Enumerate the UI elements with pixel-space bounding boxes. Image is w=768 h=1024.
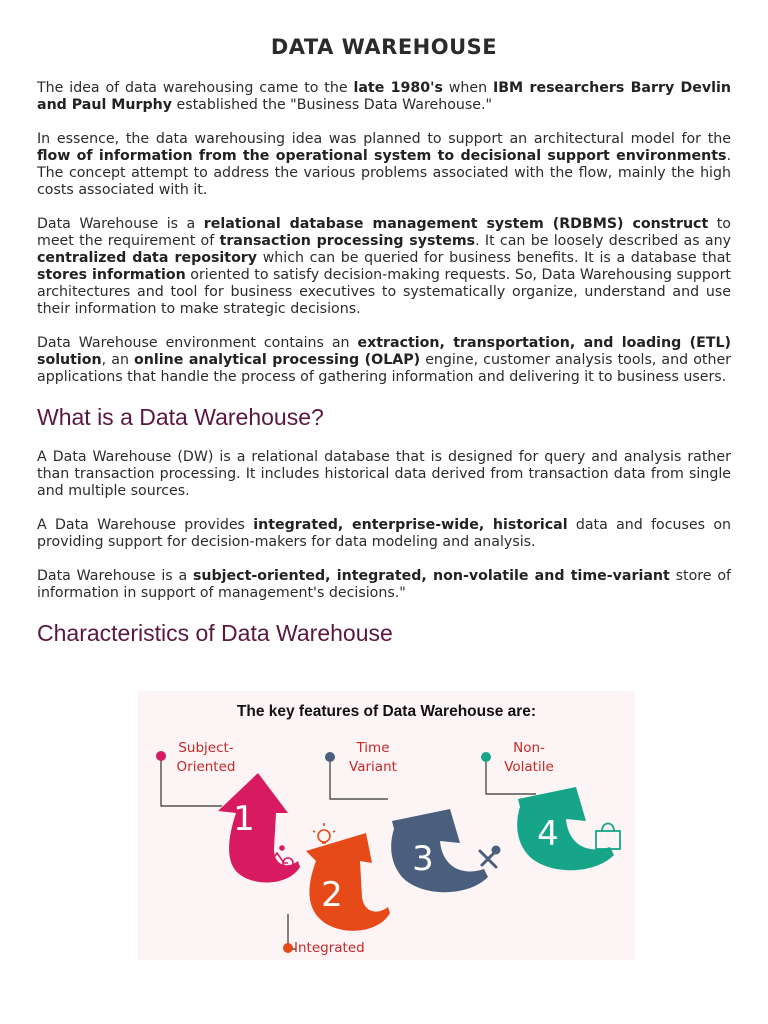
- bold-run: extraction, transportation, and loading (ETL) solution: [37, 335, 731, 368]
- bold-run: flow of information from the operational system to decisional support environments: [37, 148, 727, 164]
- feature-shape-1: [218, 773, 300, 883]
- feature-label-3: [338, 739, 408, 777]
- text-run: Data Warehouse environment contains an: [37, 335, 358, 351]
- bold-run: subject-oriented, integrated, non-volatile and time-variant: [192, 568, 670, 584]
- bold-run: late 1980's: [353, 80, 443, 96]
- text-run: to meet the requirement of: [37, 216, 731, 249]
- text-run: . The concept attempt to address the various problems associated with the flow, mainly the high costs associated with it.: [37, 148, 731, 198]
- section1-paragraph-1: A Data Warehouse (DW) is a relational database that is designed for query and analysis rather than transaction processing. It includes historical data derived from transaction data from single and multiple sources.: [37, 449, 731, 499]
- dot-marker-3: [325, 752, 335, 762]
- dot-marker-2: [283, 943, 293, 953]
- feature-number-2: 2: [321, 875, 343, 915]
- text-run: store of information in support of management's decisions.": [37, 568, 731, 601]
- dot-marker-4: [481, 752, 491, 762]
- infographic-graphics: [138, 691, 635, 960]
- bold-run: relational database management system (RDBMS) construct: [203, 216, 709, 232]
- page-title: DATA WAREHOUSE: [270, 35, 498, 59]
- feature-shape-2: [306, 833, 390, 931]
- text-run: In essence, the data warehousing idea was planned to support an architectural model for the: [37, 131, 731, 147]
- feature-number-3: 3: [412, 839, 434, 879]
- intro-paragraph-4: [37, 335, 731, 386]
- section-heading-characteristics: Characteristics of Data Warehouse: [37, 620, 393, 646]
- features-infographic: [138, 691, 635, 960]
- feature-number-1: 1: [233, 799, 255, 839]
- text-run: A Data Warehouse provides: [37, 517, 254, 533]
- feature-label-line: Variant: [349, 759, 397, 775]
- lightbulb-icon: [313, 823, 335, 843]
- text-run: which can be queried for business benefits. It is a database that: [257, 250, 731, 266]
- feature-number-4: 4: [537, 814, 559, 854]
- feature-label-line: Non-: [513, 740, 545, 756]
- text-run: when: [442, 80, 493, 96]
- feature-label-line: Time: [356, 740, 390, 756]
- section1-paragraph-3: [37, 568, 731, 602]
- tools-icon: [480, 847, 499, 867]
- text-run: data and focuses on providing support for decision-makers for data modeling and analysis.: [37, 517, 731, 550]
- intro-paragraph-2: [37, 131, 731, 199]
- intro-paragraph-1: [37, 80, 731, 114]
- feature-label-4: [494, 739, 564, 777]
- feature-label-line: Volatile: [504, 759, 554, 775]
- feature-shape-4: [517, 787, 614, 870]
- text-run: The idea of data warehousing came to the: [37, 80, 354, 96]
- text-run: Data Warehouse is a: [37, 568, 193, 584]
- text-run: , an: [101, 352, 135, 368]
- feature-label-line: Subject-: [178, 740, 234, 756]
- section-heading-what-is: What is a Data Warehouse?: [37, 404, 324, 430]
- text-run: Data Warehouse is a: [37, 216, 204, 232]
- section1-paragraph-2: [37, 517, 731, 551]
- feature-label-1: [170, 739, 242, 777]
- shopping-bag-icon: [596, 824, 620, 850]
- feature-label-line: Oriented: [176, 759, 236, 775]
- text-run: engine, customer analysis tools, and other applications that handle the process of gathering information and delivering it to business users.: [37, 352, 732, 385]
- bold-run: stores information: [37, 267, 186, 283]
- text-run: oriented to satisfy decision-making requests. So, Data Warehousing support architectures and tool for business executives to systematically organize, understand and use their information to make strategic decisions.: [37, 267, 731, 317]
- bold-run: IBM researchers Barry Devlin and Paul Murphy: [37, 80, 731, 113]
- document-page: [37, 34, 731, 665]
- dot-marker-1: [156, 751, 166, 761]
- feature-label-2: Integrated: [294, 940, 365, 956]
- bold-run: online analytical processing (OLAP): [134, 352, 421, 368]
- text-run: . It can be loosely described as any: [475, 233, 731, 249]
- text-run: established the "Business Data Warehouse.": [171, 97, 493, 113]
- bold-run: transaction processing systems: [219, 233, 476, 249]
- infographic-title: The key features of Data Warehouse are:: [236, 703, 537, 720]
- bold-run: centralized data repository: [37, 250, 258, 266]
- feature-shape-3: [391, 809, 488, 892]
- bold-run: integrated, enterprise-wide, historical: [253, 517, 568, 533]
- intro-paragraph-3: [37, 216, 731, 318]
